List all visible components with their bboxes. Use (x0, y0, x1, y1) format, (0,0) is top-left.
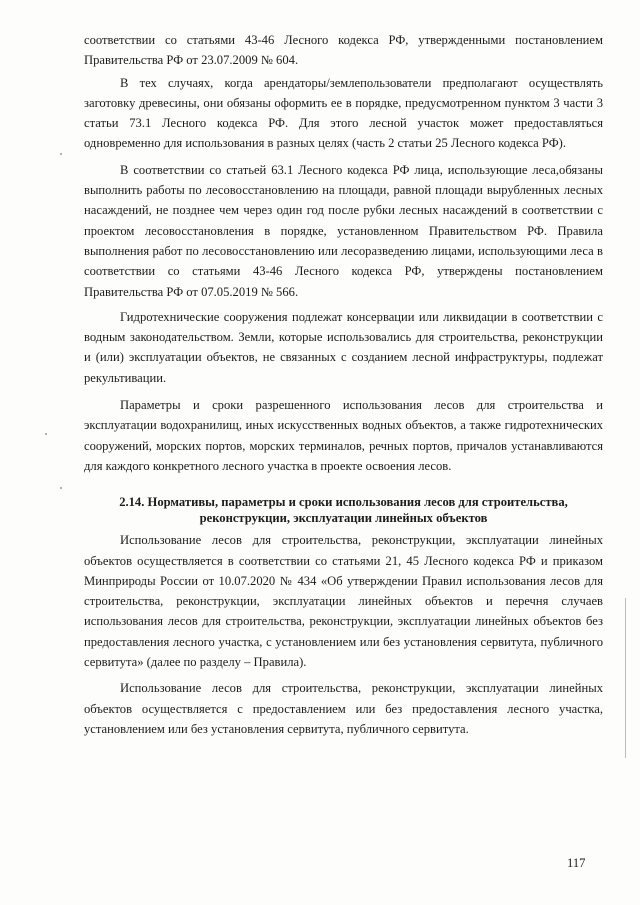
scan-speck (45, 433, 47, 435)
scan-speck (60, 153, 62, 155)
document-body (84, 30, 603, 739)
section-heading-line-1: 2.14. Нормативы, параметры и сроки использования лесов для строительства, (119, 495, 568, 510)
paragraph-hydro-structures: Гидротехнические сооружения подлежат консервации или ликвидации в соответствии с водным законодательством. Земли, которые использовались для строительства, реконструкции и (или) эксплуатации объектов, не связанных с созданием лесной инфраструктуры, подлежат рекультивации. (84, 309, 603, 385)
paragraph-linear-objects-rules: Использование лесов для строительства, реконструкции, эксплуатации линейных объектов осуществляется в соответствии со статьями 21, 45 Лесного кодекса РФ и приказом Минприроды России от 10.07.2020 № 434 «Об утверждении Правил использования лесов для строительства, реконструкции, эксплуатации линейных объектов и перечня случаев использования лесов для строительства, реконструкции, эксплуатации линейных объектов без предоставления лесного участка, с установлением или без установления сервитута, публичного сервитута» (далее по разделу – Правила). (84, 533, 603, 670)
paragraph-continuation: соответствии со статьями 43-46 Лесного кодекса РФ, утвержденными постановлением Правительства РФ от 23.07.2009 № 604. (84, 33, 603, 68)
section-heading (84, 494, 603, 526)
section-heading-line-2: реконструкции, эксплуатации линейных объектов (199, 511, 488, 526)
paragraph-timber-harvesting: В тех случаях, когда арендаторы/землепользователи предполагают осуществлять заготовку древесины, они обязаны оформить ее в порядке, предусмотренном пунктом 3 части 3 статьи 73.1 Лесного кодекса РФ. Для этого лесной участок может предоставляться одновременно для использования в разных целях (часть 2 статьи 25 Лесного кодекса РФ). (84, 75, 603, 151)
scan-speck (60, 487, 62, 489)
scan-edge-line (625, 598, 626, 758)
paragraph-reforestation: В соответствии со статьей 63.1 Лесного кодекса РФ лица, использующие леса,обязаны выполнить работы по лесовосстановлению на площади, равной площади вырубленных лесных насаждений, не позднее чем через один год после рубки лесных насаждений в соответствии с проектом лесовосстановления в порядке, установленном Правительством РФ. Правила выполнения работ по лесовосстановлению или лесоразведению лицами, использующими леса в соответствии со статьями 43-46 Лесного кодекса РФ, утверждены постановлением Правительства РФ от 07.05.2019 № 566. (84, 162, 603, 299)
paragraph-linear-objects-servitude: Использование лесов для строительства, реконструкции, эксплуатации линейных объектов осуществляется с предоставлением или без предоставления лесного участка, установлением или без установления сервитута, публичного сервитута. (84, 681, 603, 736)
page-number: 117 (567, 856, 586, 870)
paragraph-parameters-reservoirs: Параметры и сроки разрешенного использования лесов для строительства и эксплуатации водохранилищ, иных искусственных водных объектов, а также гидротехнических сооружений, морских портов, морских терминалов, речных портов, причалов устанавливаются для каждого конкретного лесного участка в проекте освоения лесов. (84, 398, 603, 473)
